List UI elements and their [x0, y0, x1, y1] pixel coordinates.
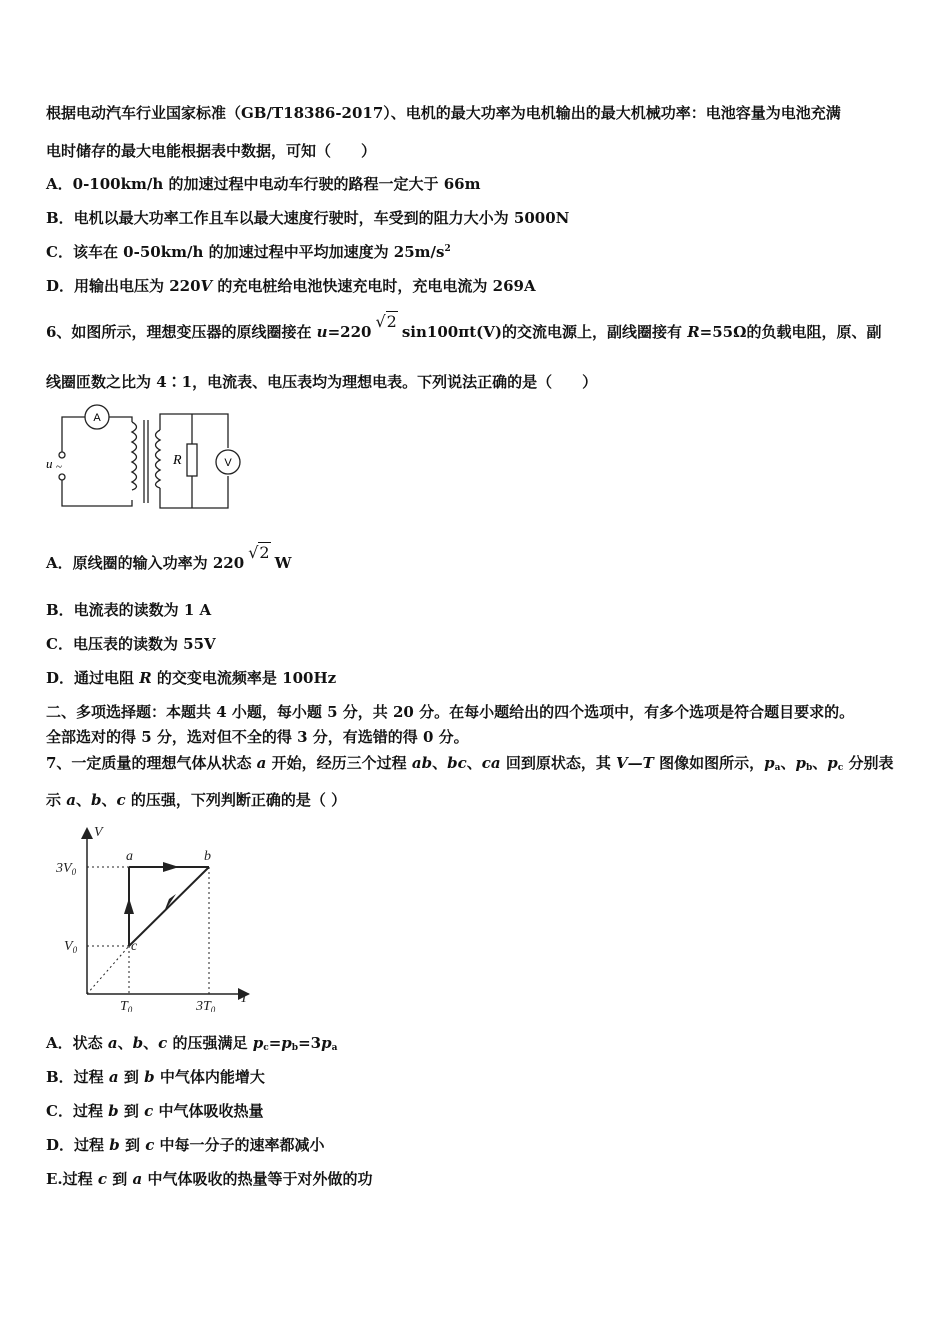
q7-option-c: [46, 1100, 264, 1121]
q6-stem-radical: √2: [375, 312, 397, 331]
label-v0: $V_0$: [64, 939, 78, 955]
q7-s-pc-sub: c: [837, 763, 844, 773]
axis-t-label: T: [240, 991, 248, 1006]
q7-oa-eq1: =: [268, 1034, 282, 1052]
ammeter-label: A: [93, 412, 101, 424]
q7-l2-2: 的压强，下列判断正确的是（ ）: [125, 791, 347, 809]
q7-s3: 回到原状态，其: [500, 754, 617, 772]
q7-oa-1: A．状态: [46, 1034, 108, 1052]
q7-oa-p2-sub: b: [291, 1043, 299, 1053]
q7-oa-s1: 、: [117, 1034, 133, 1052]
q7-oa-p1: p: [252, 1034, 264, 1052]
q7-s-sep4: 、: [812, 754, 828, 772]
q7-oc-c: c: [144, 1102, 154, 1120]
q6-stem-r: R: [687, 323, 700, 341]
q7-s1: 7、一定质量的理想气体从状态: [46, 754, 257, 772]
q6-stem-line1: [46, 312, 882, 342]
primary-wire-top-right: [109, 417, 132, 422]
q7-l2-sep2: 、: [101, 791, 117, 809]
q7-option-a: [46, 1032, 337, 1053]
q7-oe-c: c: [97, 1170, 108, 1188]
section2-line1: 二、多项选择题：本题共 4 小题，每小题 5 分，共 20 分。在每小题给出的四个选项中，有多个选项是符合题目要求的。: [46, 703, 855, 721]
q7-od-b: b: [109, 1136, 120, 1154]
q7-l2-b: b: [90, 791, 102, 809]
arrow-ca: [124, 898, 134, 914]
q7-s-ca: ca: [481, 754, 501, 772]
q7-s-pa-sub: a: [774, 763, 781, 773]
q7-s-pa: p: [764, 754, 775, 772]
q7-oe-a: a: [132, 1170, 143, 1188]
source-tilde: ~: [56, 461, 62, 473]
q7-oa-eq2: =3: [298, 1034, 322, 1052]
terminal-top: [59, 452, 65, 458]
q5-option-d-pre: D．用输出电压为 220: [46, 277, 201, 295]
q7-oc-b: b: [108, 1102, 119, 1120]
q7-ob-3: 中气体内能增大: [154, 1068, 265, 1086]
arrow-ab: [163, 862, 179, 872]
q5-option-c-sup: 2: [444, 244, 451, 254]
label-t0: $T_0$: [120, 999, 133, 1012]
q7-s-ab: ab: [411, 754, 433, 772]
q7-s2: 开始，经历三个过程: [266, 754, 412, 772]
q7-ob-a: a: [108, 1068, 119, 1086]
secondary-wire-bottom: [160, 476, 228, 508]
q7-ob-b: b: [144, 1068, 155, 1086]
q7-s-pb: p: [795, 754, 806, 772]
q7-oa-p1-sub: c: [263, 1043, 269, 1053]
resistor: [187, 444, 197, 476]
q6-stem-p1: 6、如图所示，理想变压器的原线圈接在: [46, 323, 317, 341]
point-a-label: a: [126, 849, 133, 864]
primary-coil: [132, 422, 137, 490]
arrow-bc: [164, 894, 176, 912]
q7-option-b: [46, 1066, 265, 1087]
q7-s-sep1: 、: [432, 754, 448, 772]
q7-s5: 分别表: [843, 754, 894, 772]
q7-option-d: [46, 1134, 325, 1155]
q7-oa-s2: 、: [143, 1034, 159, 1052]
q6-option-a-pre: A．原线圈的输入功率为 220: [46, 554, 245, 572]
q5-option-d: [46, 275, 536, 296]
q6-option-a-unit: W: [274, 554, 292, 572]
q7-ob-2: 到: [118, 1068, 145, 1086]
q6-stem-u: u: [316, 323, 328, 341]
q6-option-d-post: 的交变电流频率是 100Hz: [151, 669, 337, 687]
secondary-coil: [156, 430, 161, 488]
q7-od-c: c: [145, 1136, 155, 1154]
q7-oe-1: E.过程: [46, 1170, 98, 1188]
q7-s-pb-sub: b: [805, 763, 813, 773]
q5-stem-line1: 根据电动汽车行业国家标准（GB/T18386-2017）、电机的最大功率为电机输出的最大机械功率：电池容量为电池充满: [46, 104, 841, 122]
q7-oe-3: 中气体吸收的热量等于对外做的功: [142, 1170, 373, 1188]
q6-option-a: [46, 543, 292, 573]
q7-oc-1: C．过程: [46, 1102, 109, 1120]
q6-option-d-r: R: [139, 669, 152, 687]
primary-wire-top-left: [62, 417, 85, 452]
q5-option-b: B．电机以最大功率工作且车以最大速度行驶时，车受到的阻力大小为 5000N: [46, 209, 570, 227]
q7-stem-line2: [46, 789, 346, 810]
q6-option-a-radical: √2: [248, 543, 270, 562]
q7-oc-3: 中气体吸收热量: [153, 1102, 264, 1120]
q5-option-a: A．0-100km/h 的加速过程中电动车行驶的路程一定大于 66m: [46, 175, 481, 193]
q6-option-b: B．电流表的读数为 1 A: [46, 601, 212, 619]
label-3v0: $3V_0$: [56, 861, 77, 877]
q5-option-c-text: C．该车在 0-50km/h 的加速过程中平均加速度为 25m/s: [46, 243, 445, 261]
primary-wire-bottom: [62, 480, 132, 506]
dash-origin-c: [87, 946, 129, 994]
q7-oa-p3: p: [321, 1034, 332, 1052]
q7-oa-a: a: [107, 1034, 118, 1052]
voltmeter-label: V: [224, 457, 232, 469]
q6-stem-p2: =220: [327, 323, 372, 341]
q6-option-d: [46, 667, 336, 688]
q7-oa-2: 的压强满足: [167, 1034, 253, 1052]
q7-oa-c: c: [158, 1034, 168, 1052]
q5-option-d-post: 的充电桩给电池快速充电时，充电电流为 269A: [212, 277, 536, 295]
source-u-label: u: [46, 456, 53, 471]
q7-s4: 图像如图所示，: [653, 754, 765, 772]
q7-oa-p3-sub: a: [331, 1043, 338, 1053]
resistor-label: R: [173, 453, 182, 468]
point-c-label: c: [131, 939, 138, 954]
q5-stem-line2: 电时储存的最大电能根据表中数据，可知（ ）: [46, 142, 377, 160]
point-b-label: b: [204, 849, 211, 864]
label-3t0: $3T_0$: [196, 999, 216, 1012]
q6-option-c: C．电压表的读数为 55V: [46, 635, 216, 653]
terminal-bottom: [59, 474, 65, 480]
q7-s-vt: V—T: [616, 754, 654, 772]
q7-oa-p2: p: [281, 1034, 292, 1052]
q7-l2-a: a: [66, 791, 76, 809]
q7-s-pc: p: [827, 754, 838, 772]
section2-line2: 全部选对的得 5 分，选对但不全的得 3 分，有选错的得 0 分。: [46, 728, 469, 746]
q7-s-sep2: 、: [466, 754, 482, 772]
q7-stem-line1: [46, 752, 893, 773]
q7-od-3: 中每一分子的速率都减小: [154, 1136, 325, 1154]
transformer-circuit-figure: [40, 400, 250, 512]
q7-option-e: [46, 1168, 372, 1189]
q6-stem-line2: 线圈匝数之比为 4∶1，电流表、电压表均为理想电表。下列说法正确的是（ ）: [46, 373, 598, 391]
q7-oe-2: 到: [107, 1170, 133, 1188]
q5-option-d-unit: V: [200, 277, 213, 295]
q7-od-2: 到: [119, 1136, 146, 1154]
q7-od-1: D．过程: [46, 1136, 110, 1154]
q7-oc-2: 到: [118, 1102, 145, 1120]
secondary-wire-top: [160, 414, 228, 448]
axis-v-label: V: [94, 825, 103, 840]
q6-stem-p3: sin100πt(V)的交流电源上，副线圈接有: [401, 323, 688, 341]
q7-l2-1: 示: [46, 791, 67, 809]
q7-l2-c: c: [116, 791, 126, 809]
q5-option-c: [46, 241, 451, 262]
q6-stem-p4: =55Ω的负载电阻，原、副: [699, 323, 882, 341]
q7-s-a: a: [256, 754, 267, 772]
q7-s-bc: bc: [447, 754, 467, 772]
q6-option-d-pre: D．通过电阻: [46, 669, 140, 687]
vt-graph-figure: [50, 822, 260, 1012]
q7-l2-sep1: 、: [75, 791, 91, 809]
q7-s-sep3: 、: [780, 754, 796, 772]
process-bc: [129, 867, 209, 946]
q7-oa-b: b: [132, 1034, 144, 1052]
q7-ob-1: B．过程: [46, 1068, 109, 1086]
